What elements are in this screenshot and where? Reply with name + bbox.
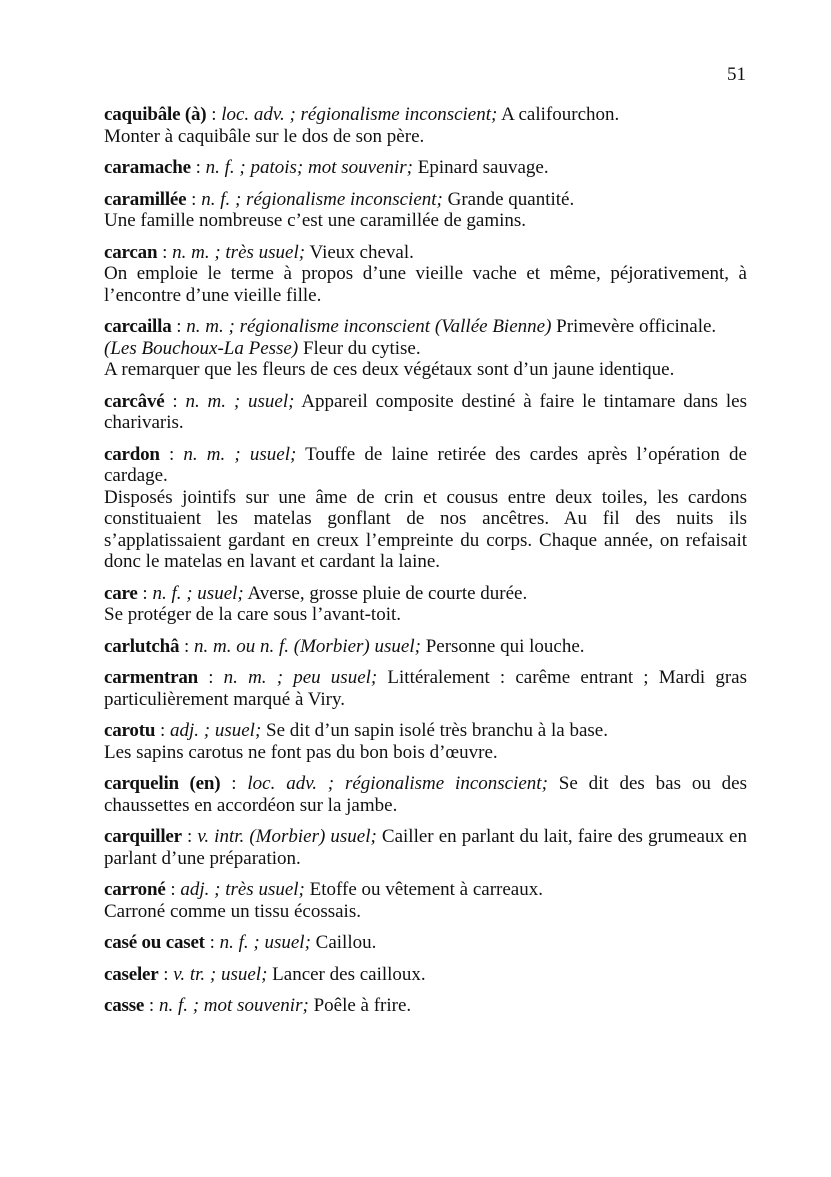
entry-definition: Etoffe ou vêtement à carreaux. (309, 879, 543, 900)
entry-headword: carmentran (104, 667, 199, 688)
entry-definition: Vieux cheval. (309, 241, 414, 263)
entry-headword: carcailla (104, 316, 172, 337)
entry-definition: Littéralement : carême entrant ; Mardi gras particulièrement marqué à Viry. (104, 667, 748, 710)
entry-grammar: loc. adv. ; régionalisme inconscient; (221, 104, 498, 125)
entry-headword: carquiller (104, 826, 182, 847)
dictionary-entry (104, 773, 747, 816)
entry-definition-line: caramillée : n. f. ; régionalisme inconscient; Grande quantité. (104, 188, 575, 210)
entry-grammar: v. tr. ; usuel; (173, 963, 268, 985)
entry-headword: caramillée (104, 188, 187, 210)
dictionary-entry (104, 720, 747, 763)
entry-definition: A califourchon. (501, 104, 620, 125)
entry-grammar: n. m. ; régionalisme inconscient (Vallée Bienne) (186, 316, 552, 337)
entry-definition-line: carmentran : n. m. ; peu usuel; Littéralement : carême entrant ; Mardi gras particulièrement marqué à Viry. (104, 667, 748, 710)
entry-definition-line: care : n. f. ; usuel; Averse, grosse pluie de courte durée. (104, 582, 528, 604)
entry-definition: Personne qui louche. (425, 635, 585, 657)
entry-definition-line: carcan : n. m. ; très usuel; Vieux cheval. (104, 241, 414, 263)
entry-definition-line: caramache : n. f. ; patois; mot souvenir; Epinard sauvage. (104, 157, 549, 178)
dictionary-entry (104, 667, 747, 710)
entry-definition-line: caseler : v. tr. ; usuel; Lancer des cailloux. (104, 963, 426, 985)
dictionary-entry (104, 189, 747, 232)
entry-grammar: n. f. ; usuel; (152, 582, 244, 604)
entry-definition-line: cardon : n. m. ; usuel; Touffe de laine retirée des cardes après l’opération de cardage. (104, 443, 747, 486)
dictionary-entry (104, 995, 747, 1017)
entry-definition: Se dit d’un sapin isolé très branchu à la base. (266, 720, 608, 741)
dictionary-entry (104, 316, 747, 381)
entry-grammar: n. f. ; mot souvenir; (158, 995, 309, 1016)
entry-grammar: n. f. ; usuel; (219, 932, 311, 953)
entry-region: (Les Bouchoux-La Pesse) (104, 337, 299, 359)
entry-example: Carroné comme un tissu écossais. (104, 900, 361, 922)
entry-headword: carcâvé (104, 390, 165, 412)
dictionary-entry (104, 636, 747, 658)
dictionary-entry (104, 879, 747, 922)
entry-definition: Averse, grosse pluie de courte durée. (247, 582, 528, 604)
entry-extra-line (104, 338, 747, 360)
entry-definition-line: carlutchâ : n. m. ou n. f. (Morbier) usuel; Personne qui louche. (104, 635, 585, 657)
entry-grammar: loc. adv. ; régionalisme inconscient; (247, 773, 548, 794)
entry-headword: carroné (104, 879, 166, 900)
entry-definition: Grande quantité. (447, 188, 575, 210)
entry-definition: Lancer des cailloux. (272, 963, 426, 985)
entry-grammar: n. m. ; usuel; (183, 443, 297, 465)
entry-definition: Caillou. (315, 932, 377, 953)
entry-headword: carquelin (en) (104, 773, 221, 794)
entry-grammar: n. m. ; peu usuel; (223, 667, 378, 688)
entry-headword: care (104, 582, 138, 604)
dictionary-entries (104, 104, 747, 1027)
entry-example: Une famille nombreuse c’est une caramillée de gamins. (104, 210, 527, 231)
dictionary-entry (104, 444, 747, 573)
entry-definition: Se dit des bas ou des chaussettes en accordéon sur la jambe. (104, 773, 748, 816)
entry-definition: Primevère officinale. (556, 316, 717, 337)
entry-grammar: n. f. ; patois; mot souvenir; (205, 157, 414, 178)
entry-headword: carotu (104, 720, 156, 741)
dictionary-entry (104, 826, 747, 869)
entry-grammar: adj. ; usuel; (170, 720, 262, 741)
entry-example: Se protéger de la care sous l’avant-toit. (104, 604, 402, 625)
dictionary-entry (104, 242, 747, 307)
entry-definition: Touffe de laine retirée des cardes après l’opération de cardage. (104, 443, 747, 486)
entry-headword: carlutchâ (104, 635, 180, 657)
entry-definition: Appareil composite destiné à faire le tintamare dans les charivaris. (104, 390, 748, 433)
entry-definition: Epinard sauvage. (417, 157, 549, 178)
entry-grammar: n. m. ; usuel; (185, 390, 295, 412)
entry-extra-definition: Fleur du cytise. (302, 337, 421, 359)
entry-definition-line: carcailla : n. m. ; régionalisme inconscient (Vallée Bienne) Primevère officinale. (104, 316, 717, 337)
entry-definition: Cailler en parlant du lait, faire des grumeaux en parlant d’une préparation. (104, 826, 747, 869)
entry-headword: casé ou caset (104, 932, 205, 953)
entry-grammar: n. f. ; régionalisme inconscient; (201, 188, 443, 210)
entry-example: Disposés jointifs sur une âme de crin et cousus entre deux toiles, les cardons constituaient les matelas gonflant de nos ancêtres. Au fil des nuits ils s’applatissaient gardant en creux l’empreinte du corps. Chaque année, on refaisait donc le matelas en lavant et cardant la laine. (104, 486, 747, 572)
dictionary-entry (104, 391, 747, 434)
entry-definition-line: carquelin (en) : loc. adv. ; régionalisme inconscient; Se dit des bas ou des chaussettes en accordéon sur la jambe. (104, 773, 748, 816)
page-number: 51 (727, 64, 746, 85)
dictionary-entry (104, 157, 747, 179)
entry-grammar: v. intr. (Morbier) usuel; (197, 826, 377, 847)
entry-grammar: n. m. ou n. f. (Morbier) usuel; (194, 635, 421, 657)
entry-definition-line: casé ou caset : n. f. ; usuel; Caillou. (104, 932, 377, 953)
entry-grammar: n. m. ; très usuel; (172, 241, 306, 263)
entry-definition-line: carcâvé : n. m. ; usuel; Appareil composite destiné à faire le tintamare dans les charivaris. (104, 390, 748, 433)
entry-headword: cardon (104, 443, 160, 465)
entry-example: Monter à caquibâle sur le dos de son père. (104, 125, 425, 147)
entry-headword: casse (104, 995, 145, 1016)
dictionary-entry (104, 964, 747, 986)
entry-example: On emploie le terme à propos d’une vieille vache et même, péjorativement, à l’encontre d’une vieille fille. (104, 263, 747, 306)
entry-headword: caquibâle (à) (104, 104, 207, 125)
entry-headword: caseler (104, 963, 159, 985)
entry-definition-line: carquiller : v. intr. (Morbier) usuel; Cailler en parlant du lait, faire des grumeaux en parlant d’une préparation. (104, 826, 747, 869)
entry-headword: caramache (104, 157, 191, 178)
dictionary-entry (104, 932, 747, 954)
entry-definition: Poêle à frire. (313, 995, 412, 1016)
dictionary-entry (104, 583, 747, 626)
entry-definition-line: carotu : adj. ; usuel; Se dit d’un sapin isolé très branchu à la base. (104, 720, 608, 741)
dictionary-entry (104, 104, 747, 147)
entry-grammar: adj. ; très usuel; (180, 879, 305, 900)
entry-definition-line: caquibâle (à) : loc. adv. ; régionalisme inconscient; A califourchon. (104, 104, 620, 125)
entry-headword: carcan (104, 241, 158, 263)
entry-definition-line: carroné : adj. ; très usuel; Etoffe ou vêtement à carreaux. (104, 879, 543, 900)
entry-note: A remarquer que les fleurs de ces deux végétaux sont d’un jaune identique. (104, 359, 675, 380)
entry-example: Les sapins carotus ne font pas du bon bois d’œuvre. (104, 741, 498, 763)
entry-definition-line: casse : n. f. ; mot souvenir; Poêle à frire. (104, 995, 412, 1016)
